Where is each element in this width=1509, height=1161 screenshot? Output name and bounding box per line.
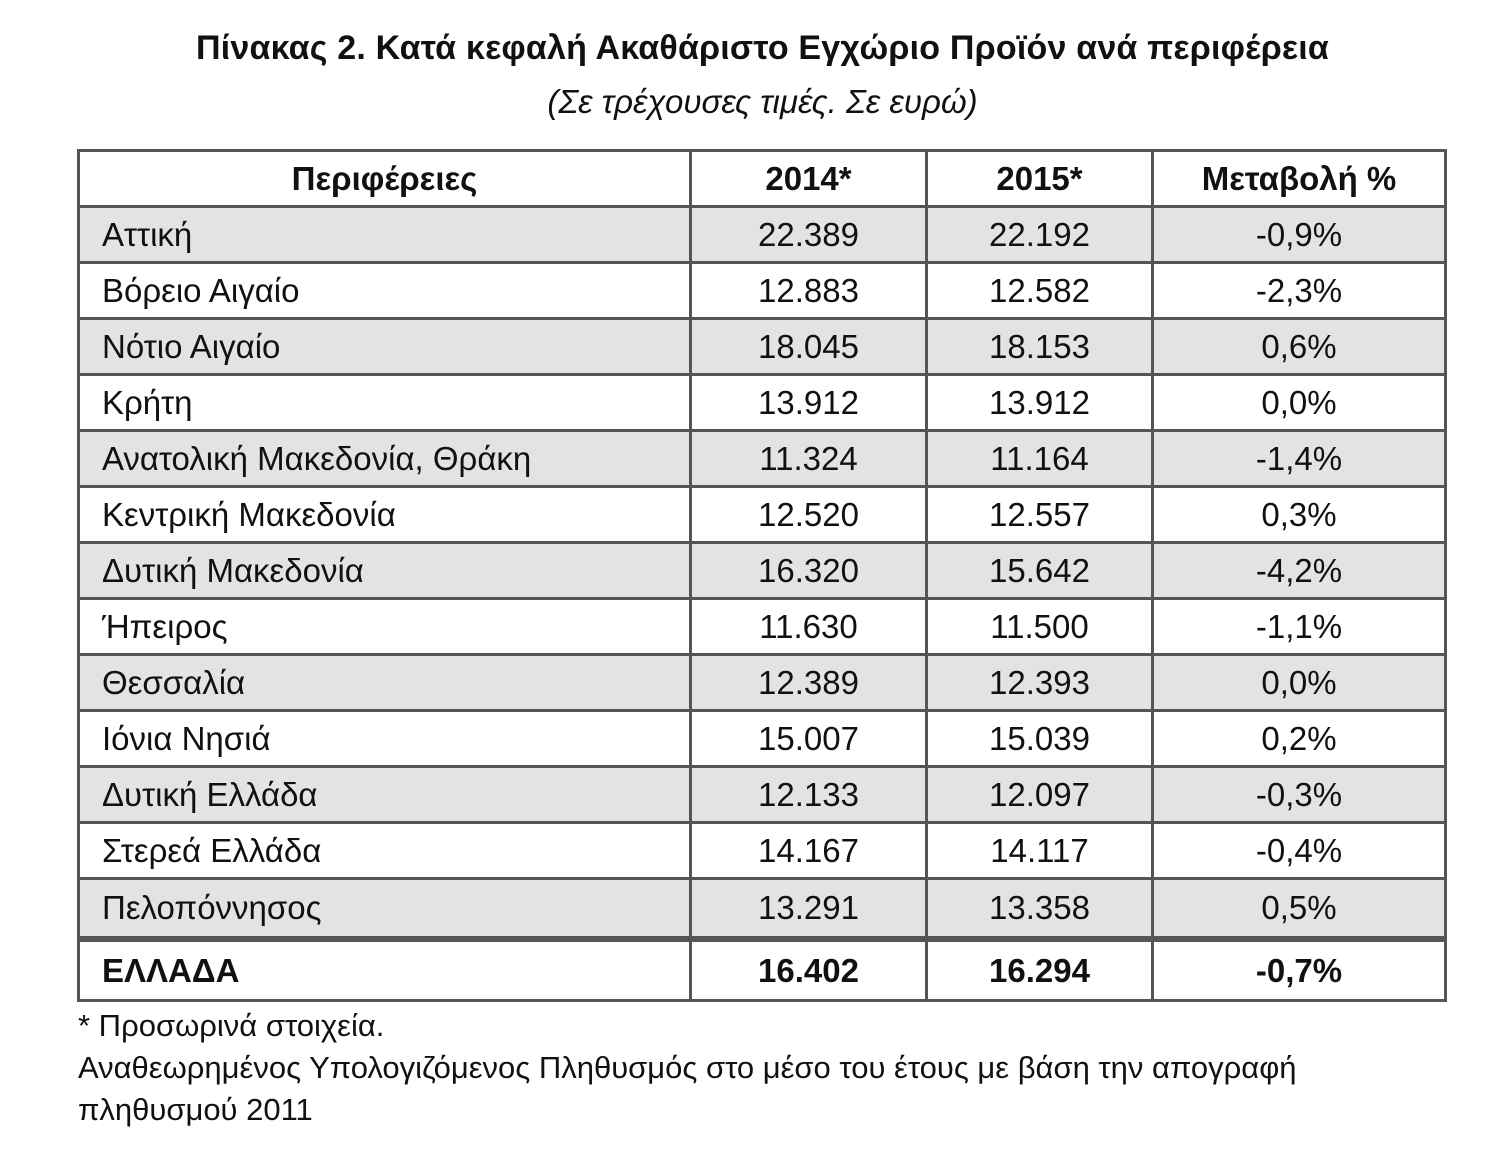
value-change: -0,3%	[1154, 768, 1444, 821]
total-change: -0,7%	[1255, 951, 1343, 989]
table-row	[80, 320, 1444, 376]
region-name: Δυτική Ελλάδα	[80, 768, 692, 821]
value-2014: 12.520	[692, 488, 928, 541]
region-name: Πελοπόννησος	[80, 880, 692, 936]
value-2015: 22.192	[928, 208, 1154, 261]
total-label: ΕΛΛΑΔΑ	[80, 942, 692, 999]
value-change: -1,1%	[1255, 607, 1343, 645]
footnote-population-cont: πληθυσμού 2011	[78, 1092, 313, 1127]
table-row	[80, 824, 1444, 880]
table-row	[80, 544, 1444, 600]
value-2014: 13.912	[692, 376, 928, 429]
table-title: Πίνακας 2. Κατά κεφαλή Ακαθάριστο Εγχώριο Προϊόν ανά περιφέρεια	[195, 29, 1330, 67]
table-row	[80, 432, 1444, 488]
value-2014: 14.167	[692, 824, 928, 877]
value-change: -0,9%	[1154, 208, 1444, 261]
region-name: Στερεά Ελλάδα	[80, 824, 692, 877]
header-2014: 2014*	[692, 152, 928, 205]
table-total-row	[80, 936, 1444, 999]
value-2014: 12.883	[692, 264, 928, 317]
value-change: 0,2%	[1261, 719, 1337, 757]
value-2014: 12.133	[692, 768, 928, 821]
value-2015: 13.358	[928, 880, 1154, 936]
value-2014: 18.045	[692, 320, 928, 373]
value-2015: 13.912	[928, 376, 1154, 429]
value-2015: 14.117	[928, 824, 1154, 877]
table-row	[80, 264, 1444, 320]
value-2014: 12.389	[692, 656, 928, 709]
value-2014: 16.320	[692, 544, 928, 597]
value-2015: 11.500	[928, 600, 1154, 653]
region-name: Βόρειο Αιγαίο	[80, 264, 692, 317]
value-2015: 12.582	[928, 264, 1154, 317]
value-change: -0,4%	[1255, 831, 1343, 869]
table-row	[80, 656, 1444, 712]
table-row	[80, 376, 1444, 432]
region-name: Κρήτη	[80, 376, 692, 429]
value-2015: 11.164	[928, 432, 1154, 485]
gdp-table	[77, 149, 1447, 1002]
value-2014: 11.324	[692, 432, 928, 485]
table-row	[80, 488, 1444, 544]
value-change: 0,3%	[1261, 495, 1337, 533]
table-subtitle: (Σε τρέχουσες τιμές. Σε ευρώ)	[547, 83, 978, 120]
value-2014: 22.389	[692, 208, 928, 261]
region-name: Ανατολική Μακεδονία, Θράκη	[80, 432, 692, 485]
header-region: Περιφέρειες	[80, 152, 692, 205]
header-change: Μεταβολή %	[1201, 159, 1397, 197]
table-row	[80, 712, 1444, 768]
value-2014: 11.630	[692, 600, 928, 653]
table-row	[80, 768, 1444, 824]
table-row	[80, 208, 1444, 264]
region-name: Ήπειρος	[80, 600, 692, 653]
footnotes	[78, 1005, 1498, 1131]
value-2014: 15.007	[692, 712, 928, 765]
value-2015: 15.642	[928, 544, 1154, 597]
region-name: Κεντρική Μακεδονία	[80, 488, 692, 541]
value-2015: 15.039	[928, 712, 1154, 765]
value-change: -1,4%	[1154, 432, 1444, 485]
table-row	[80, 880, 1444, 936]
region-name: Νότιο Αιγαίο	[80, 320, 692, 373]
table-row	[80, 600, 1444, 656]
total-2014: 16.402	[692, 942, 928, 999]
value-change: 0,6%	[1154, 320, 1444, 373]
value-2014: 13.291	[692, 880, 928, 936]
value-change: 0,0%	[1154, 656, 1444, 709]
region-name: Ιόνια Νησιά	[80, 712, 692, 765]
value-2015: 18.153	[928, 320, 1154, 373]
region-name: Δυτική Μακεδονία	[80, 544, 692, 597]
total-2015: 16.294	[928, 942, 1154, 999]
value-change: -4,2%	[1154, 544, 1444, 597]
region-name: Αττική	[80, 208, 692, 261]
value-change: -2,3%	[1255, 271, 1343, 309]
footnote-population: Αναθεωρημένος Υπολογιζόμενος Πληθυσμός στο μέσο του έτους με βάση την απογραφή	[78, 1050, 1297, 1085]
value-2015: 12.393	[928, 656, 1154, 709]
region-name: Θεσσαλία	[80, 656, 692, 709]
value-change: 0,0%	[1261, 383, 1337, 421]
table-header-row	[80, 152, 1444, 208]
footnote-provisional: * Προσωρινά στοιχεία.	[78, 1008, 385, 1043]
header-2015: 2015*	[928, 152, 1154, 205]
value-change: 0,5%	[1154, 880, 1444, 936]
value-2015: 12.557	[928, 488, 1154, 541]
value-2015: 12.097	[928, 768, 1154, 821]
